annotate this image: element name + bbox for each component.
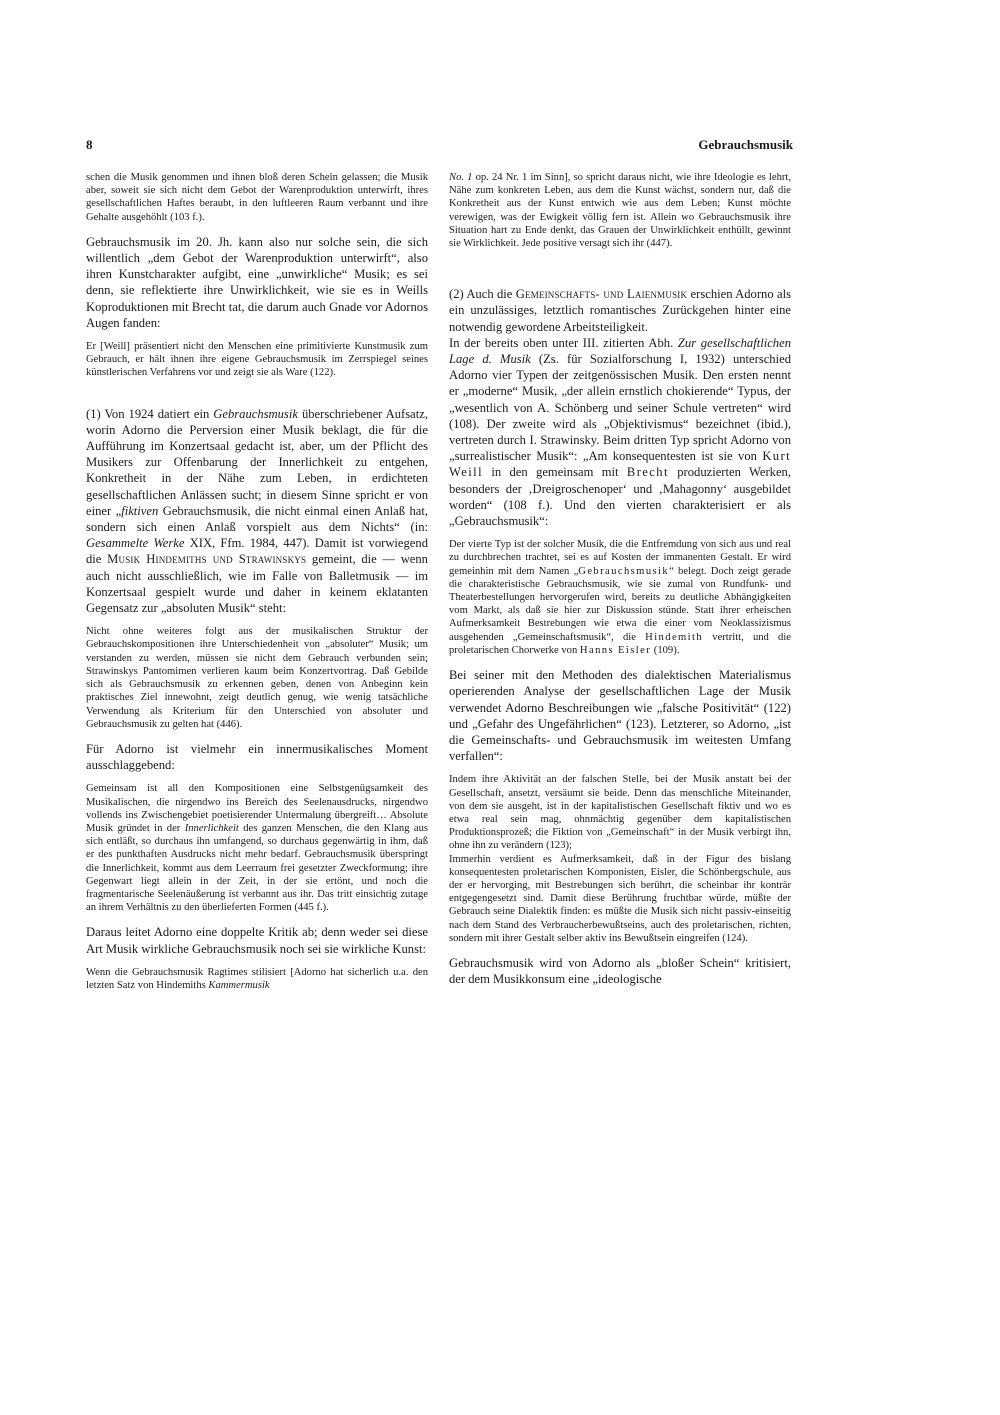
page-number: 8 <box>86 137 93 152</box>
block-quote-continued: No. 1 op. 24 Nr. 1 im Sinn], so spricht daraus nicht, wie ihre Ideologie es lehrt, Nähe zum konkreten Leben, aus dem die Kunst wächst, sondern nur, daß die Konkretheit aus der Kunst entwich wie aus dem Leben; Kunst möchte verewigen, was der Ewigkeit völlig fern ist. Allein wo Gebrauchsmusik ihre Situation hart zu Ende denkt, das Grauen der Unwirklichkeit enthüllt, gewinnt sie Wirklichkeit. Jede positive versagt sich ihr (447). <box>449 172 791 250</box>
block-quote: Gemeinsam ist all den Kompositionen eine Selbstgenügsamkeit des Musikalischen, die nirgendwo ins Bereich des Seelenausdrucks, nirgendwo vollends ins Zwischengebiet poetisierender Untermalung übergreift… Absolute Musik gründet in der Innerlichkeit des ganzen Menschen, die den Klang aus sich entläßt, so durchaus ihn umfangend, so durchaus gegenwärtig in ihm, daß er des punkthaften Ausdrucks nicht mehr bedarf. Gebrauchsmusik überspringt die Innerlichkeit, kommt aus dem Leerraum frei gesetzter Zweckformung; ihre Gegenwart liegt allein in der Zeit, in der sie ertönt, und noch die fragmentarische Seelenäußerung ist verbannt aus ihr. Das tritt einsichtig zutage an ihrem Verhältnis zu den überlieferten Formen (445 f.). <box>86 783 428 914</box>
block-quote: Nicht ohne weiteres folgt aus der musikalischen Struktur der Gebrauchskompositionen ihre Unterschiedenheit von „absoluter“ Musik; um verstanden zu werden, müssen sie nicht dem Gebrauch verbunden sein; Strawinskys Pantomimen verlieren kaum beim Konzertvortrag. Daß Gebilde sich als Gebrauchsmusik zu erkennen geben, denen von Anbeginn kein praktisches Ziel innewohnt, zeigt deutlich genug, wie wenig tatsächliche Verwendung als Kriterium für den Unterschied von absoluter und Gebrauchsmusik zu gelten hat (446). <box>86 626 428 730</box>
paragraph-section-1: (1) Von 1924 datiert ein Gebrauchsmusik überschriebener Aufsatz, worin Adorno die Perversion einer Musik beklagt, die für die Aufführung im Konzertsaal gedacht ist, aber, um der Pflicht des Musikers zur Offenbarung der Innerlichkeit zu entgehen, Konkretheit in der Nähe zum Leben, in erdichteten gesellschaftlichen Anlässen sucht; in diesem Sinne spricht er von einer „fiktiven Gebrauchsmusik, die nicht einmal einen Anlaß hat, sondern sich einen Anlaß vorspielt aus dem Nichts“ (in: Gesammelte Werke XIX, Ffm. 1984, 447). Damit ist vorwiegend die Musik Hindemiths und Strawinskys gemeint, die — wenn auch nicht ausschließlich, wie im Falle von Balletmusik — im Konzertsaal gespielt wurde und daher in keinem eklatanten Gegensatz zur „absoluten Musik“ steht: <box>86 406 428 616</box>
paragraph: Gebrauchsmusik im 20. Jh. kann also nur solche sein, die sich willentlich „dem Gebot der Warenproduktion unterwirft“, also ihren Kunstcharakter aufgibt, eine „unwirkliche“ Musik; es sei denn, sie reflektierte ihre Unwirklichkeit, wie sie es in Weills Koproduktionen mit Brecht tat, die darum auch Gnade vor Adornos Augen fanden: <box>86 234 428 330</box>
block-quote: Immerhin verdient es Aufmerksamkeit, daß in der Figur des bislang konsequentesten proletarischen Komponisten, Eisler, die Schönbergschule, aus der er hervorging, mit Bestrebungen sich berührt, die scheinbar ihr konträr entgegengesetzt sind. Damit diese Berührung fruchtbar würde, müßte der Gebrauch seine Dialektik finden: es müßte die Musik sich nicht passiv-einseitig nach dem Stand des Verbraucherbewußtseins, auch des proletarischen, richten, sondern mit ihrer Gestalt selber aktiv ins Bewußtsein eingreifen (124). <box>449 853 791 944</box>
block-quote: Er [Weill] präsentiert nicht den Menschen eine primitivierte Kunstmusik zum Gebrauch, er hält ihnen ihre eigene Gebrauchsmusik im Zerrspiegel seines künstlerischen Verfahrens vor und zeigt sie als Ware (122). <box>86 341 428 379</box>
paragraph: Gebrauchsmusik wird von Adorno als „bloßer Schein“ kritisiert, der dem Musikkonsum eine „ideologische <box>449 955 791 987</box>
left-column <box>86 171 428 1002</box>
paragraph-section-2: (2) Auch die Gemeinschafts- und Laienmusik erschien Adorno als ein unzulässiges, letztlich romantisches Zurückgehen hinter eine notwendig gewordene Arbeitsteiligkeit. <box>449 287 791 334</box>
right-column <box>449 171 791 996</box>
paragraph: In der bereits oben unter III. zitierten Abh. Zur gesellschaftlichen Lage d. Musik (Zs. für Sozialforschung I, 1932) unterschied Adorno vier Typen der zeitgenössischen Musik. Den ersten nennt er „moderne“ Musik, „der allein ernstlich chokierende“ Typus, der „wesentlich von A. Schönberg und seiner Schule vertreten“ wird (108). Der zweite wird als „Objektivismus“ bezeichnet (ibid.), vertreten durch I. Strawinsky. Beim dritten Typ spricht Adorno von „surrealistischer Musik“: „Am konsequentesten ist sie von Kurt Weill in den gemeinsam mit Brecht produzierten Werken, besonders der ‚Dreigroschenoper‘ und ‚Mahagonny‘ ausgebildet worden“ (108 f.). Und den vierten charakterisiert er als „Gebrauchsmusik“: <box>449 335 791 529</box>
paragraph: Für Adorno ist vielmehr ein innermusikalisches Moment ausschlaggebend: <box>86 741 428 773</box>
paragraph: Bei seiner mit den Methoden des dialektischen Materialismus operierenden Analyse der gesellschaftlichen Lage der Musik verwendet Adorno Beschreibungen wie „falsche Positivität“ (122) und „Gefahr des Ungefährlichen“ (123). Letzterer, so Adorno, „ist die Gemeinschafts- und Gebrauchsmusik im weitesten Umfang verfallen“: <box>449 668 791 764</box>
block-quote: Indem ihre Aktivität an der falschen Stelle, bei der Musik anstatt bei der Gesellschaft, ansetzt, versäumt sie beide. Denn das menschliche Miteinander, von dem sie ausgeht, ist in der kapitalistischen Gesellschaft fiktiv und wo es etwa real sein mag, ohnmächtig gegenüber dem kapitalistischen Produktionsprozeß; die Fiktion von „Gemeinschaft“ in der Musik verbirgt ihn, ohne ihn zu verändern (123); <box>449 774 791 852</box>
paragraph-quote-continued: schen die Musik genommen und ihnen bloß deren Schein gelassen; die Musik aber, soweit sie sich nicht dem Gebot der Warenproduktion unterwirft, ihres gesellschaftlichen Haftes beraubt, in den luftleeren Raum verbannt und ihre Gehalte ausgehöhlt (103 f.). <box>86 172 428 223</box>
block-quote: Der vierte Typ ist der solcher Musik, die die Entfremdung von sich aus und real zu durchbrechen trachtet, sei es auf Kosten der immanenten Gestalt. Er wird gemeinhin mit dem Namen „Gebrauchsmusik“ belegt. Doch zeigt gerade die charakteristische Gebrauchsmusik, wie sie zumal von Rundfunk- und Theaterbestellungen hervorgerufen wird, bereits zu deutliche Abhängigkeiten vom Markt, als daß sie hier zur Diskussion stünde. Statt ihrer erheischen Aufmerksamkeit Bestrebungen wie etwa die einer vom Neoklassizismus ausgehenden „Gemeinschaftsmusik“, die Hindemith vertritt, und die proletarischen Chorwerke von Hanns Eisler (109). <box>449 539 791 656</box>
running-title: Gebrauchsmusik <box>698 137 793 152</box>
paragraph: Daraus leitet Adorno eine doppelte Kritik ab; denn weder sei diese Art Musik wirkliche Gebrauchsmusik noch sei sie wirkliche Kunst: <box>86 925 428 956</box>
block-quote: Wenn die Gebrauchsmusik Ragtimes stilisiert [Adorno hat sicherlich u.a. den letzten Satz von Hindemiths Kammermusik <box>86 966 428 991</box>
